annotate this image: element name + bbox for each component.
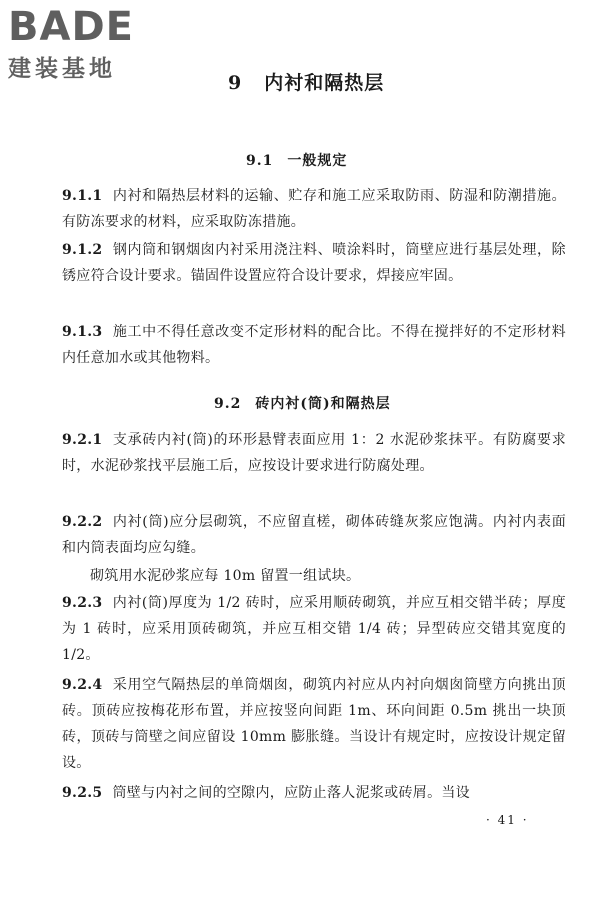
clause-continuation: [62, 563, 566, 589]
clause-number: 9.2.1: [62, 432, 103, 448]
section-name: 砖内衬(筒)和隔热层: [255, 396, 391, 412]
clause-number: 9.1.1: [62, 188, 103, 204]
clause-text: 钢内筒和钢烟囱内衬采用浇注料、喷涂料时，筒壁应进行基层处理，除锈应符合设计要求。锚固件设置应符合设计要求，焊接应牢固。: [62, 242, 566, 284]
page-number: · 41 ·: [486, 813, 529, 827]
clause-paragraph: [62, 780, 566, 806]
section-number: 9.1: [246, 153, 274, 169]
clause-text: 内衬(筒)厚度为 1/2 砖时，应采用顺砖砌筑，并应互相交错半砖；厚度为 1 砖时，应采用顶砖砌筑，并应互相交错 1/4 砖；异型砖应交错其宽度的 1/2。: [62, 595, 566, 663]
chapter-number: 9: [228, 72, 243, 94]
clause-paragraph: [62, 672, 566, 776]
clause-paragraph: [62, 319, 566, 371]
chapter-name: 内衬和隔热层: [264, 72, 385, 94]
logo-brand: BADE: [8, 4, 134, 50]
clause-extra-text: 砌筑用水泥砂浆应每 10m 留置一组试块。: [90, 568, 361, 584]
clause-text: 筒壁与内衬之间的空隙内，应防止落人泥浆或砖屑。当设: [112, 785, 470, 801]
clause-number: 9.2.2: [62, 514, 103, 530]
section-name: 一般规定: [287, 153, 348, 169]
clause-text: 内衬和隔热层材料的运输、贮存和施工应采取防雨、防湿和防潮措施。有防冻要求的材料，应采取防冻措施。: [62, 188, 566, 230]
section-number: 9.2: [214, 396, 242, 412]
watermark-logo: [8, 4, 178, 88]
clause-text: 采用空气隔热层的单筒烟囱，砌筑内衬应从内衬向烟囱筒壁方向挑出顶砖。顶砖应按梅花形布置，并应按竖向间距 1m、环向间距 0.5m 挑出一块顶砖，顶砖与筒壁之间应留设 10mm 膨胀缝。当设计有规定时，应按设计规定留设。: [62, 677, 566, 771]
clause-text: 支承砖内衬(筒)的环形悬臂表面应用 1：2 水泥砂浆抹平。有防腐要求时，水泥砂浆找平层施工后，应按设计要求进行防腐处理。: [62, 432, 566, 474]
clause-number: 9.2.4: [62, 677, 103, 693]
clause-number: 9.1.2: [62, 242, 103, 258]
section-heading: [214, 393, 391, 413]
logo-subtitle: 建装基地: [8, 56, 116, 82]
clause-paragraph: [62, 237, 566, 289]
clause-paragraph: [62, 590, 566, 668]
clause-text: 内衬(筒)应分层砌筑，不应留直槎，砌体砖缝灰浆应饱满。内衬内表面和内筒表面均应勾缝。: [62, 514, 566, 556]
chapter-title: [228, 68, 384, 95]
clause-number: 9.1.3: [62, 324, 103, 340]
clause-paragraph: [62, 183, 566, 235]
clause-number: 9.2.3: [62, 595, 103, 611]
clause-paragraph: [62, 427, 566, 479]
section-heading: [246, 150, 347, 170]
clause-paragraph: [62, 509, 566, 561]
clause-text: 施工中不得任意改变不定形材料的配合比。不得在搅拌好的不定形材料内任意加水或其他物料。: [62, 324, 566, 366]
clause-number: 9.2.5: [62, 785, 103, 801]
